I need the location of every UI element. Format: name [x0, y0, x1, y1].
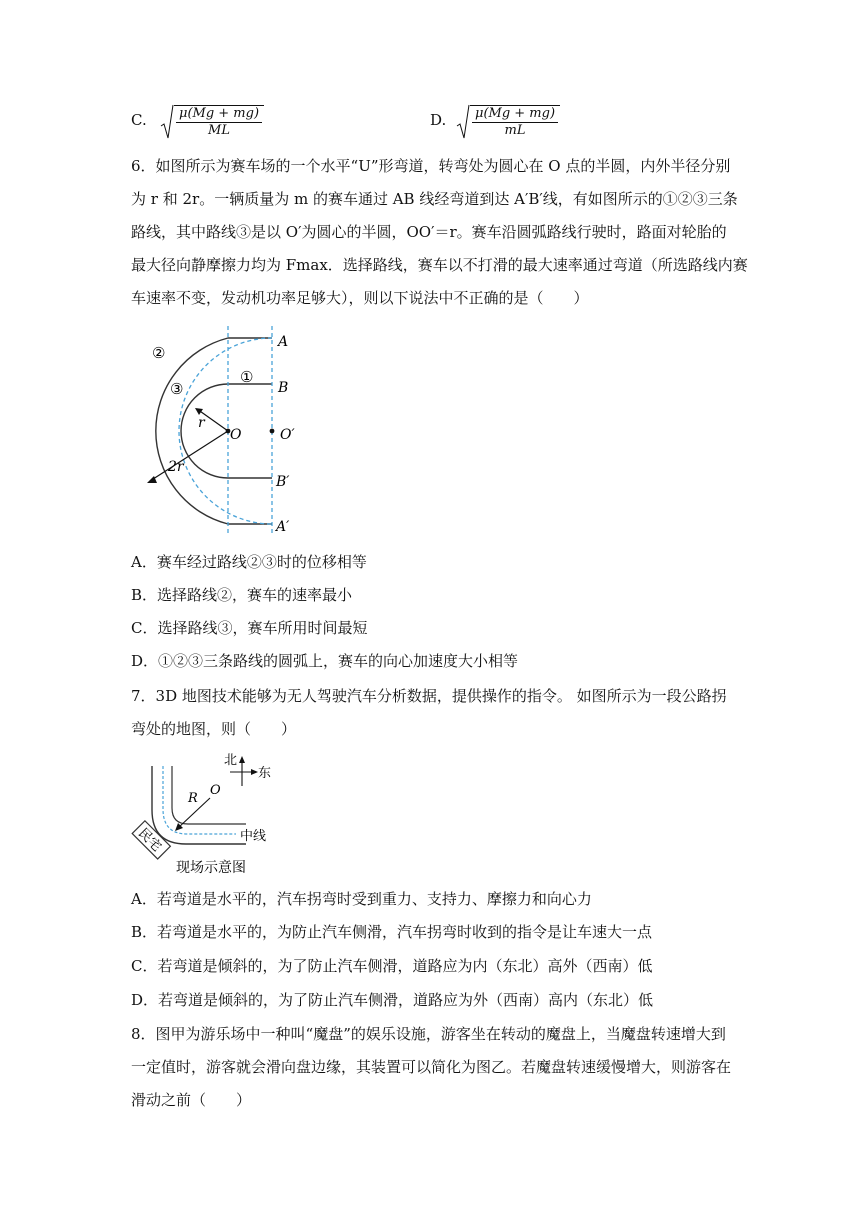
q7-road-map-figure: [130, 752, 280, 878]
road-outer-edge: [152, 766, 246, 844]
option-c-numerator: μ(Mg + mg): [176, 106, 262, 123]
q8-line-2: 一定值时，游客就会滑向盘边缘，其装置可以简化为图乙。若魔盘转速缓慢增大，则游客在: [131, 1058, 732, 1076]
option-d-label: D.: [430, 111, 447, 129]
option-c-denominator: ML: [208, 123, 230, 138]
label-house: 民宅: [135, 825, 165, 855]
option-c: [131, 110, 147, 130]
option-d: [430, 110, 446, 130]
q6-option-c: C．选择路线③，赛车所用时间最短: [131, 619, 368, 637]
label-route-2: ②: [152, 344, 166, 362]
q6-line-3: 路线，其中路线③是以 O′为圆心的半圆，OO′＝r。赛车沿圆弧路线行驶时，路面对轮胎的: [131, 223, 727, 241]
q7-option-a: A．若弯道是水平的，汽车拐弯时受到重力、支持力、摩擦力和向心力: [131, 890, 592, 908]
figure-caption: 现场示意图: [176, 860, 246, 876]
option-c-formula: [160, 104, 264, 140]
arrowhead-icon: [195, 408, 203, 415]
east-arrow-icon: [251, 769, 258, 775]
q8-line-3: 滑动之前（ ）: [131, 1091, 252, 1109]
point-O-prime: [270, 429, 275, 434]
label-north: 北: [224, 753, 238, 768]
sqrt-sign: [160, 104, 174, 140]
label-O: O: [230, 427, 242, 443]
label-A: A: [278, 334, 289, 350]
q7-line-2: 弯处的地图，则（ ）: [131, 720, 297, 738]
q6-line-1: 6．如图所示为赛车场的一个水平“U”形弯道，转弯处为圆心在 O 点的半圆，内外半径分别: [131, 157, 731, 175]
q6-option-d: D．①②③三条路线的圆弧上，赛车的向心加速度大小相等: [131, 652, 519, 670]
option-d-denominator: mL: [504, 123, 526, 138]
label-midline: 中线: [240, 829, 267, 844]
q6-u-turn-figure: [130, 326, 320, 540]
option-c-label: C.: [131, 111, 147, 129]
label-2r: 2r: [168, 459, 184, 475]
label-east: 东: [258, 766, 272, 781]
label-A-prime: A′: [276, 519, 290, 535]
sqrt-sign: [456, 104, 470, 140]
q6-line-4: 最大径向静摩擦力均为 Fmax．选择路线，赛车以不打滑的最大速率通过弯道（所选路线内赛: [131, 256, 748, 274]
label-O: O: [210, 783, 221, 798]
label-r: r: [198, 415, 205, 431]
q6-option-a: A．赛车经过路线②③时的位移相等: [131, 553, 367, 571]
q8-line-1: 8．图甲为游乐场中一种叫“魔盘”的娱乐设施，游客坐在转动的魔盘上，当魔盘转速增大到: [131, 1025, 726, 1043]
label-route-3: ③: [170, 380, 184, 398]
route-3-arc: [179, 338, 272, 524]
q7-option-b: B．若弯道是水平的，为防止汽车侧滑，汽车拐弯时收到的指令是让车速大一点: [131, 923, 653, 941]
q6-line-2: 为 r 和 2r。一辆质量为 m 的赛车通过 AB 线经弯道到达 A′B′线，有如图所示的①②③三条: [131, 190, 738, 208]
label-O-prime: O′: [280, 427, 295, 443]
q6-line-5: 车速率不变，发动机功率足够大），则以下说法中不正确的是（ ）: [131, 289, 589, 307]
option-d-formula: [456, 104, 560, 140]
road-inner-edge: [172, 766, 246, 824]
q7-option-c: C．若弯道是倾斜的，为了防止汽车侧滑，道路应为内（东北）高外（西南）低: [131, 957, 653, 975]
option-d-numerator: μ(Mg + mg): [472, 106, 558, 123]
house-marker: [132, 821, 170, 859]
label-B: B: [278, 380, 289, 396]
label-R: R: [188, 791, 198, 806]
q7-line-1: 7．3D 地图技术能够为无人驾驶汽车分析数据，提供操作的指令。 如图所示为一段公路拐: [131, 687, 727, 705]
outer-boundary: [156, 338, 272, 524]
q7-option-d: D．若弯道是倾斜的，为了防止汽车侧滑，道路应为外（西南）高内（东北）低: [131, 991, 654, 1009]
q6-option-b: B．选择路线②，赛车的速率最小: [131, 586, 353, 604]
label-B-prime: B′: [276, 474, 290, 490]
label-route-1: ①: [240, 368, 254, 386]
north-arrow-icon: [239, 756, 245, 763]
